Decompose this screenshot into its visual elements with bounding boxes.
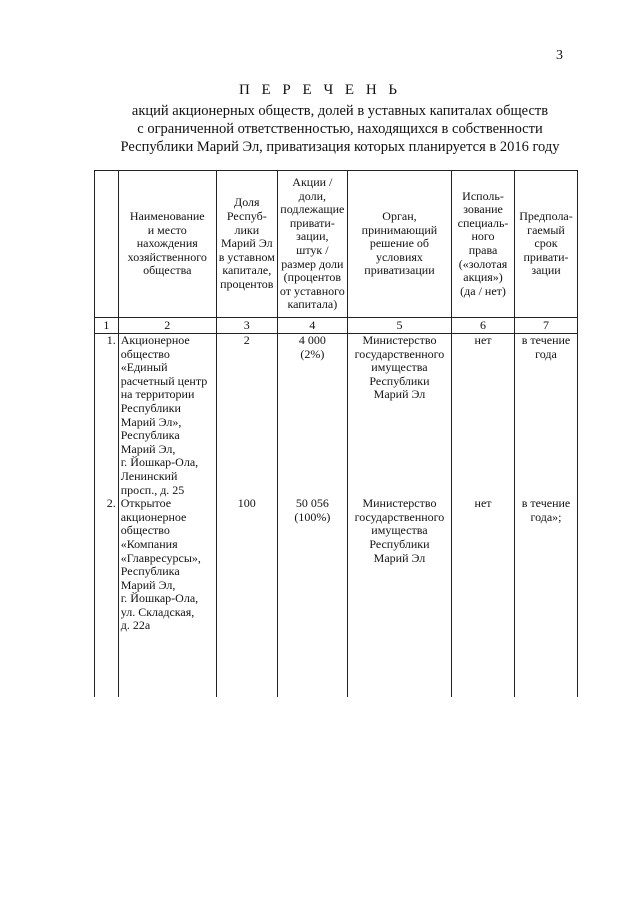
table-row xyxy=(95,497,578,697)
cell-line: Наименование xyxy=(129,209,205,224)
cell-line: (процентов xyxy=(283,270,341,285)
column-number: 6 xyxy=(452,318,515,334)
column-number: 5 xyxy=(347,318,451,334)
cell-line: права xyxy=(468,243,498,257)
privatization-term xyxy=(515,334,578,498)
cell-line: нахождения xyxy=(136,236,198,251)
shares-to-privatize xyxy=(277,334,347,498)
cell-line: государственного xyxy=(354,346,445,361)
cell-line: капитале, xyxy=(222,263,272,278)
cell-line: ул. Складская, xyxy=(120,604,195,619)
cell-line: Министерство xyxy=(362,496,437,511)
golden-share: нет xyxy=(452,497,515,697)
page-number: 3 xyxy=(556,48,563,63)
cell-line: года»; xyxy=(530,509,562,524)
cell-line: в течение xyxy=(521,333,571,347)
cell-line: принимающий xyxy=(361,222,438,237)
header-privatization-term xyxy=(515,171,578,318)
header-share-percent xyxy=(216,171,277,318)
subtitle-line: акций акционерных обществ, долей в уставных капиталах обществ xyxy=(131,103,549,119)
cell-line: Орган, xyxy=(382,209,417,224)
column-number: 4 xyxy=(277,318,347,334)
cell-line: размер доли xyxy=(281,256,344,271)
column-number: 7 xyxy=(515,318,578,334)
cell-line: общество xyxy=(120,523,170,538)
cell-line: процентов xyxy=(220,276,274,291)
cell-line: условиях xyxy=(375,249,423,264)
cell-line: просп., д. 25 xyxy=(120,482,185,497)
cell-line: Министерство xyxy=(362,333,437,347)
cell-line: «Единый xyxy=(120,360,168,375)
header-golden-share xyxy=(452,171,515,318)
shares-count: 4 000 xyxy=(298,333,326,347)
row-number: 2. xyxy=(95,497,119,697)
cell-line: срок xyxy=(534,236,558,251)
cell-line: капитала) xyxy=(287,297,338,312)
row-number: 1. xyxy=(95,334,119,498)
cell-line: Республики xyxy=(369,536,430,551)
cell-line: Открытое xyxy=(120,496,172,511)
document-title: П Е Р Е Ч Е Н Ь xyxy=(238,82,402,98)
cell-line: общество xyxy=(120,346,170,361)
cell-line: Акционерное xyxy=(120,333,190,347)
shares-count: 50 056 xyxy=(295,496,329,511)
cell-line: государственного xyxy=(354,509,445,524)
cell-line: доли, xyxy=(298,188,327,203)
cell-line: расчетный центр xyxy=(120,373,208,388)
cell-line: имущества xyxy=(371,360,428,375)
cell-line: Доля xyxy=(234,195,260,210)
cell-line: «Главресурсы», xyxy=(120,550,201,565)
cell-line: Акции / xyxy=(292,175,333,190)
cell-line: «Компания xyxy=(120,536,178,551)
share-percent: 100 xyxy=(216,497,277,697)
cell-line: («золотая xyxy=(458,256,508,271)
cell-line: общества xyxy=(143,263,192,278)
shares-to-privatize xyxy=(277,497,347,697)
column-numbers-row xyxy=(95,318,578,334)
cell-line: Республика xyxy=(120,428,180,443)
privatization-table xyxy=(94,170,578,697)
cell-line: зование xyxy=(463,202,503,217)
column-number: 3 xyxy=(216,318,277,334)
cell-line: и место xyxy=(147,222,187,237)
cell-line: (да / нет) xyxy=(460,283,506,298)
cell-line: привати- xyxy=(289,215,335,230)
cell-line: гаемый xyxy=(527,222,565,237)
cell-line: Марий Эл xyxy=(373,387,426,402)
cell-line: штук / xyxy=(296,243,329,257)
document-subtitle xyxy=(60,102,620,156)
cell-line: специаль- xyxy=(457,215,509,230)
cell-line: приватизации xyxy=(364,263,435,278)
decision-authority xyxy=(347,334,451,498)
cell-line: в течение xyxy=(521,496,571,511)
cell-line: имущества xyxy=(371,523,428,538)
golden-share: нет xyxy=(452,334,515,498)
cell-line: в уставном xyxy=(218,249,275,264)
header-company-name xyxy=(118,171,216,318)
header-decision-authority xyxy=(347,171,451,318)
cell-line: привати- xyxy=(523,249,569,264)
cell-line: от уставного xyxy=(279,283,345,298)
cell-line: лики xyxy=(234,222,260,237)
company-name xyxy=(118,334,216,498)
cell-line: решение об xyxy=(369,236,430,251)
cell-line: акционерное xyxy=(120,509,187,524)
cell-line: Республика xyxy=(120,564,180,579)
cell-line: г. Йошкар-Ола, xyxy=(120,591,199,606)
column-number: 2 xyxy=(118,318,216,334)
cell-line: Марий Эл», xyxy=(120,414,182,429)
table-row xyxy=(95,334,578,498)
header-col1 xyxy=(95,171,119,318)
cell-line: Республики xyxy=(120,400,181,415)
cell-line: Марий Эл xyxy=(373,550,426,565)
cell-line: д. 22а xyxy=(120,618,151,633)
cell-line: Исполь- xyxy=(462,188,504,203)
column-number: 1 xyxy=(95,318,119,334)
decision-authority xyxy=(347,497,451,697)
cell-line: Ленинский xyxy=(120,468,178,483)
cell-line: ного xyxy=(471,229,495,244)
cell-line: Марий Эл, xyxy=(120,441,176,456)
privatization-term xyxy=(515,497,578,697)
cell-line: года xyxy=(535,346,557,361)
cell-line: акция») xyxy=(463,270,503,285)
cell-line: подлежащие xyxy=(280,202,345,217)
cell-line: зации, xyxy=(296,229,329,244)
cell-line: Респуб- xyxy=(226,209,267,224)
subtitle-line: с ограниченной ответственностью, находящихся в собственности xyxy=(137,121,543,137)
cell-line: Республики xyxy=(369,373,430,388)
cell-line: зации xyxy=(531,263,561,278)
share-percent: 2 xyxy=(216,334,277,498)
table-header-row xyxy=(95,171,578,318)
header-shares-to-privatize xyxy=(277,171,347,318)
shares-percent: (100%) xyxy=(294,509,331,524)
cell-line: Марий Эл xyxy=(221,236,273,251)
cell-line: Предпола- xyxy=(519,209,573,224)
cell-line: г. Йошкар-Ола, xyxy=(120,455,199,470)
cell-line: хозяйственного xyxy=(127,249,207,264)
subtitle-line: Республики Марий Эл, приватизация которых планируется в 2016 году xyxy=(120,139,560,155)
cell-line: Марий Эл, xyxy=(120,577,176,592)
cell-line: на территории xyxy=(120,387,195,402)
company-name xyxy=(118,497,216,697)
shares-percent: (2%) xyxy=(300,346,325,361)
